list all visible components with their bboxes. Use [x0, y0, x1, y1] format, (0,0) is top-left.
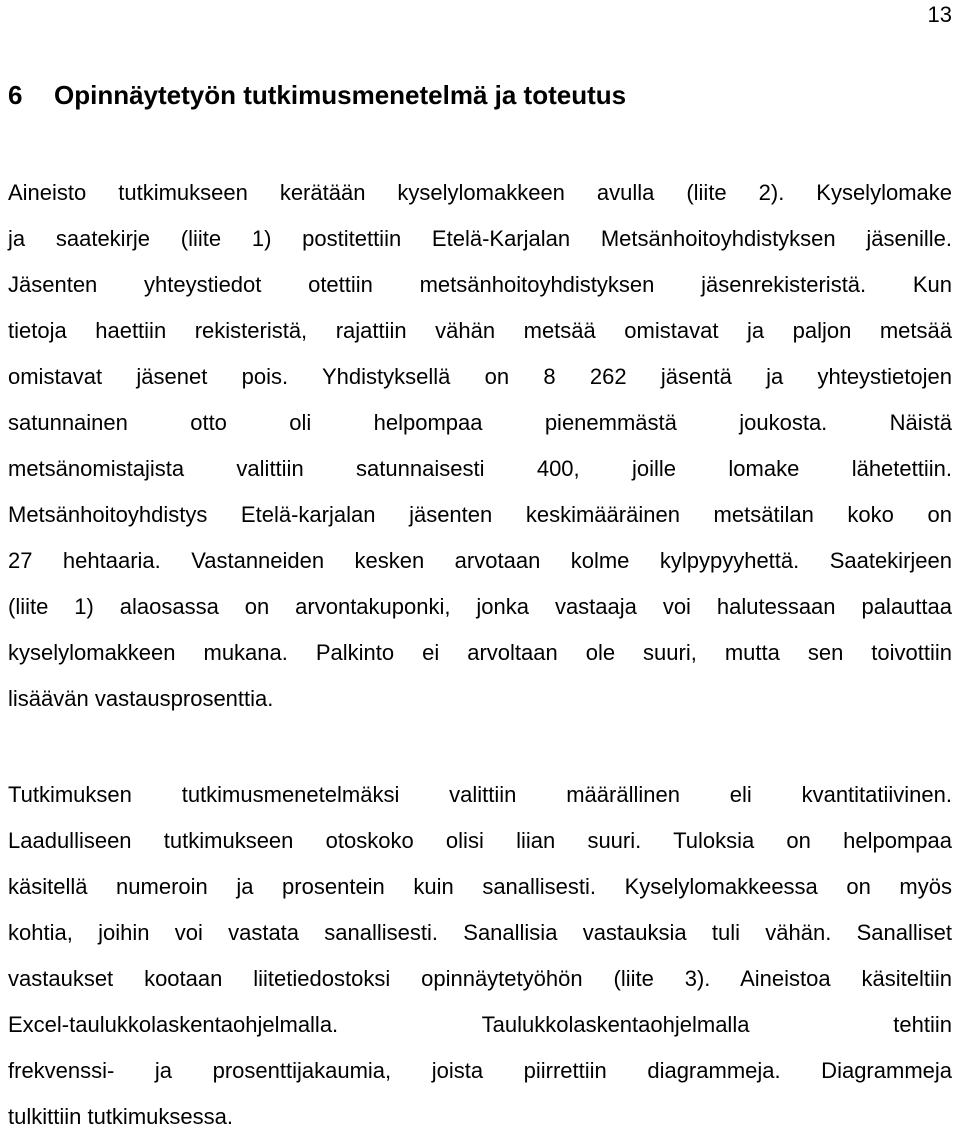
paragraph-line: Jäsenten yhteystiedot otettiin metsänhoitoyhdistyksen jäsenrekisteristä. Kun	[8, 272, 952, 297]
paragraph-line: Excel-taulukkolaskentaohjelmalla. Taulukkolaskentaohjelmalla tehtiin	[8, 1012, 952, 1037]
paragraph-1	[8, 170, 952, 722]
section-number: 6	[8, 80, 23, 110]
section-title: Opinnäytetyön tutkimusmenetelmä ja toteutus	[54, 80, 627, 110]
paragraph-line: (liite 1) alaosassa on arvontakuponki, jonka vastaaja voi halutessaan palauttaa	[8, 594, 952, 619]
paragraph-line: kohtia, joihin voi vastata sanallisesti. Sanallisia vastauksia tuli vähän. Sanalliset	[8, 920, 952, 945]
section-heading	[8, 78, 952, 112]
paragraph-line: kyselylomakkeen mukana. Palkinto ei arvoltaan ole suuri, mutta sen toivottiin	[8, 640, 952, 665]
paragraph-line: metsänomistajista valittiin satunnaisesti 400, joille lomake lähetettiin.	[8, 456, 952, 481]
paragraph-line: tietoja haettiin rekisteristä, rajattiin vähän metsää omistavat ja paljon metsää	[8, 318, 952, 343]
paragraph-line: ja saatekirje (liite 1) postitettiin Etelä-Karjalan Metsänhoitoyhdistyksen jäsenille.	[8, 226, 952, 251]
paragraph-line: Aineisto tutkimukseen kerätään kyselylomakkeen avulla (liite 2). Kyselylomake	[8, 180, 952, 205]
paragraph-line: satunnainen otto oli helpompaa pienemmästä joukosta. Näistä	[8, 410, 952, 435]
paragraph-line: vastaukset kootaan liitetiedostoksi opinnäytetyöhön (liite 3). Aineistoa käsiteltiin	[8, 966, 952, 991]
paragraph-line: 27 hehtaaria. Vastanneiden kesken arvotaan kolme kylpypyyhettä. Saatekirjeen	[8, 548, 952, 573]
paragraph-2	[8, 772, 952, 1140]
paragraph-line: tulkittiin tutkimuksessa.	[8, 1104, 233, 1129]
page-number: 13	[927, 2, 952, 27]
paragraph-line: Tutkimuksen tutkimusmenetelmäksi valittiin määrällinen eli kvantitatiivinen.	[8, 782, 952, 807]
paragraph-line: Metsänhoitoyhdistys Etelä-karjalan jäsenten keskimääräinen metsätilan koko on	[8, 502, 952, 527]
paragraph-line: lisäävän vastausprosenttia.	[8, 686, 274, 711]
paragraph-line: frekvenssi- ja prosenttijakaumia, joista piirrettiin diagrammeja. Diagrammeja	[8, 1058, 952, 1083]
paragraph-line: omistavat jäsenet pois. Yhdistyksellä on 8 262 jäsentä ja yhteystietojen	[8, 364, 952, 389]
paragraph-line: Laadulliseen tutkimukseen otoskoko olisi liian suuri. Tuloksia on helpompaa	[8, 828, 952, 853]
paragraph-line: käsitellä numeroin ja prosentein kuin sanallisesti. Kyselylomakkeessa on myös	[8, 874, 952, 899]
